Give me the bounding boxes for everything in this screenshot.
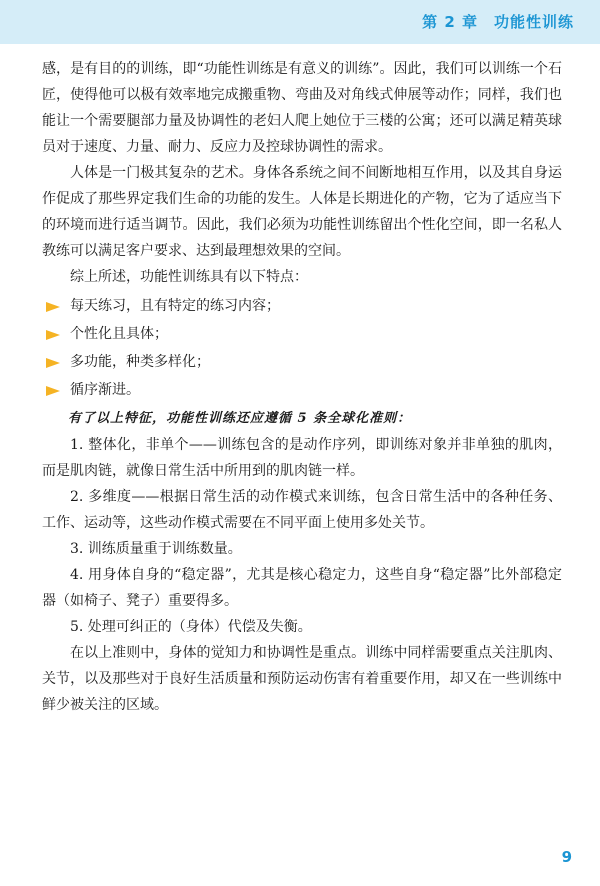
principles-lead: 有了以上特征，功能性训练还应遵循 5 条全球化准则： xyxy=(68,411,412,426)
paragraph-summary-intro: 综上所述，功能性训练具有以下特点： xyxy=(70,269,308,285)
paragraph-continuation: 感，是有目的的训练，即“功能性训练是有意义的训练”。因此，我们可以训练一个石匠，使得他可以极有效率地完成搬重物、弯曲及对角线式伸展等动作；同样，我们也能让一个需要腿部力量及协调性的老妇人爬上她位于三楼的公寓；还可以满足精英球员对于速度、力量、耐力、反应力及控球协调性的需求。 xyxy=(42,61,562,155)
feature-text: 每天练习，且有特定的练习内容； xyxy=(70,298,280,314)
principle-2: 2. 多维度——根据日常生活的动作模式来训练，包含日常生活中的各种任务、工作、运动等，这些动作模式需要在不同平面上使用多处关节。 xyxy=(42,489,562,531)
list-item xyxy=(42,376,562,404)
arrow-right-icon xyxy=(46,330,60,340)
principle-3: 3. 训练质量重于训练数量。 xyxy=(70,541,242,557)
list-item xyxy=(42,292,562,320)
arrow-right-icon xyxy=(46,358,60,368)
chapter-title: 第 2 章 功能性训练 xyxy=(422,13,574,31)
principle-5: 5. 处理可纠正的（身体）代偿及失衡。 xyxy=(70,619,312,635)
arrow-right-icon xyxy=(46,302,60,312)
list-item xyxy=(42,320,562,348)
arrow-right-icon xyxy=(46,386,60,396)
feature-text: 多功能，种类多样化； xyxy=(70,354,210,370)
page-number: 9 xyxy=(561,848,572,866)
header-bar xyxy=(0,0,600,44)
feature-list xyxy=(42,292,562,404)
paragraph-closing: 在以上准则中，身体的觉知力和协调性是重点。训练中同样需要重点关注肌肉、关节，以及那些对于良好生活质量和预防运动伤害有着重要作用，却又在一些训练中鲜少被关注的区域。 xyxy=(42,645,562,713)
principle-1: 1. 整体化，非单个——训练包含的是动作序列，即训练对象并非单独的肌肉，而是肌肉链，就像日常生活中所用到的肌肉链一样。 xyxy=(42,437,562,479)
paragraph-human-body: 人体是一门极其复杂的艺术。身体各系统之间不间断地相互作用，以及其自身运作促成了那些界定我们生命的功能的发生。人体是长期进化的产物，它为了适应当下的环境而进行适当调节。因此，我们必须为功能性训练留出个性化空间，即一名私人教练可以满足客户要求、达到最理想效果的空间。 xyxy=(42,165,562,259)
principle-4: 4. 用身体自身的“稳定器”，尤其是核心稳定力，这些自身“稳定器”比外部稳定器（如椅子、凳子）重要得多。 xyxy=(42,567,562,609)
feature-text: 个性化且具体； xyxy=(70,326,168,342)
feature-text: 循序渐进。 xyxy=(70,382,140,398)
page-body xyxy=(42,56,562,718)
list-item xyxy=(42,348,562,376)
